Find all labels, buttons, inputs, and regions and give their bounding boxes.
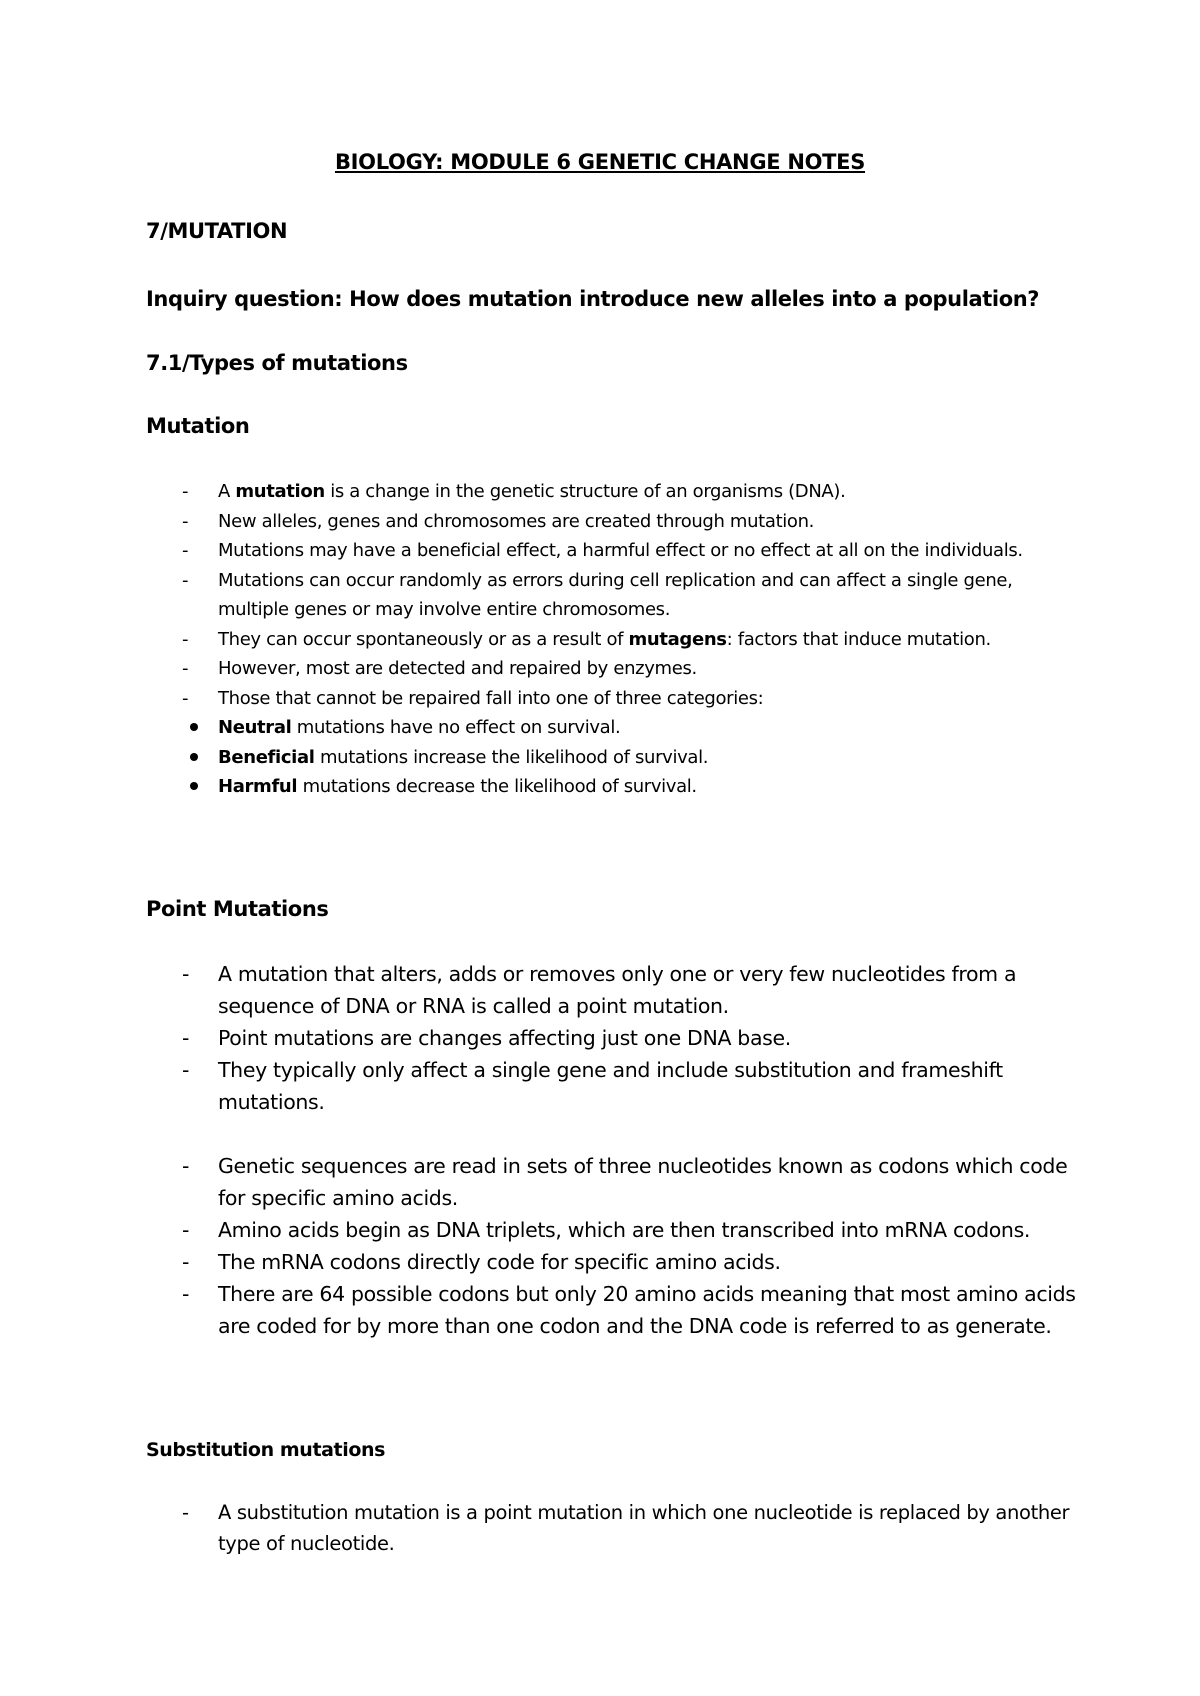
list-item: - Mutations can occur randomly as errors during cell replication and can affect a single gene, multiple genes or may involve entire chromosomes. [182, 569, 1013, 620]
list-item: - Those that cannot be repaired fall into one of three categories: Neutral mutations have no effect on survival. Beneficial mutations increase the likelihood of survival. Harmful mutations decrease the likelihood of survival. [146, 684, 1076, 802]
list-item: - They typically only affect a single gene and include substitution and frameshift mutations. [182, 1058, 1003, 1114]
list-item: - Mutations may have a beneficial effect, a harmful effect or no effect at all on the individuals. [182, 540, 1023, 561]
category-item: Beneficial mutations increase the likelihood of survival. [218, 743, 1076, 773]
subsection-heading: 7.1/Types of mutations [146, 351, 408, 375]
list-item: - They can occur spontaneously or as a result of mutagens: factors that induce mutation. [182, 628, 991, 650]
substitution-list [146, 1497, 1076, 1559]
list-item: - New alleles, genes and chromosomes are created through mutation. [182, 510, 815, 532]
list-item: - Point mutations are changes affecting just one DNA base. [182, 1026, 791, 1050]
list-item: - Amino acids begin as DNA triplets, which are then transcribed into mRNA codons. [182, 1218, 1031, 1242]
list-item: - A substitution mutation is a point mutation in which one nucleotide is replaced by another type of nucleotide. [182, 1501, 1070, 1555]
codon-list [146, 1150, 1076, 1342]
list-item: - Genetic sequences are read in sets of three nucleotides known as codons which code for specific amino acids. [182, 1154, 1068, 1210]
point-mutations-list [146, 958, 1076, 1118]
mutation-list [146, 477, 1076, 802]
mutation-heading: Mutation [146, 414, 250, 438]
inquiry-question: Inquiry question: How does mutation introduce new alleles into a population? [146, 287, 1040, 311]
list-item: - The mRNA codons directly code for specific amino acids. [182, 1250, 781, 1274]
point-mutations-heading: Point Mutations [146, 897, 329, 921]
section-heading: 7/MUTATION [146, 219, 288, 243]
substitution-heading: Substitution mutations [146, 1439, 386, 1461]
document-title: BIOLOGY: MODULE 6 GENETIC CHANGE NOTES [334, 150, 866, 174]
list-item: - A mutation is a change in the genetic structure of an organisms (DNA). [182, 481, 846, 502]
bullet-icon [190, 723, 198, 731]
bullet-icon [190, 782, 198, 790]
list-item: - However, most are detected and repaired by enzymes. [182, 658, 697, 679]
category-item: Harmful mutations decrease the likelihood of survival. [218, 772, 1076, 802]
category-list [218, 713, 1076, 802]
bullet-icon [190, 753, 198, 761]
list-item: - A mutation that alters, adds or removes only one or very few nucleotides from a sequence of DNA or RNA is called a point mutation. [182, 962, 1017, 1018]
list-item: - There are 64 possible codons but only 20 amino acids meaning that most amino acids are coded for by more than one codon and the DNA code is referred to as generate. [182, 1282, 1076, 1338]
category-item: Neutral mutations have no effect on survival. [218, 713, 1076, 743]
